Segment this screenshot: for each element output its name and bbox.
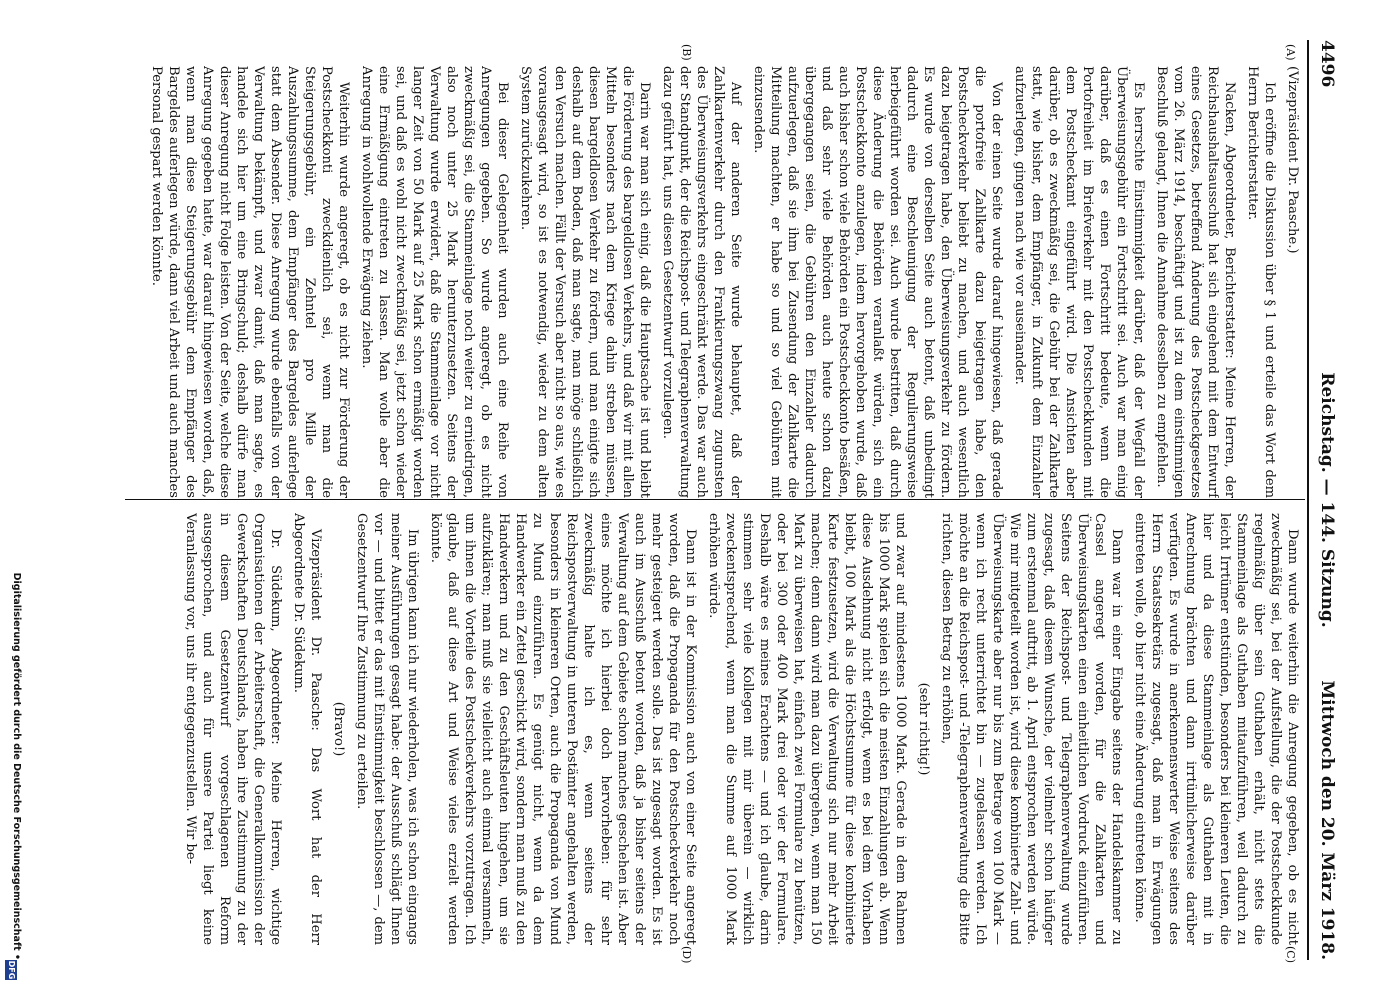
interjection: (Bravo!) bbox=[331, 701, 346, 757]
session-title: Reichstag. — 144. Sitzung. bbox=[1317, 372, 1337, 628]
paragraph: Vizepräsident Dr. Paasche: Das Wort hat der Herr Abgeordnete Dr. Südekum. bbox=[291, 513, 323, 945]
interjection: (sehr richtig!) bbox=[916, 682, 931, 776]
paragraph: Weiterhin wurde angeregt, ob es nicht zur Förderung der Postscheckkonti zweckdienlich sei, wenn man die Steigerungsgebühr, ein Zehntel pro Mille der Auszahlungssumme, dem Empfänger des Bargeldes auferlege statt dem Absender. Diese Anregung wurde ebenfalls von der Verwaltung bekämpft, und zwar damit, daß man sagte, es handele sich hier um eine Bringschuld; deshalb dürfe man dieser Anregung nicht Folge leisten. Von der Seite, welche diese Anregung gegeben hatte, war darauf hingewiesen worden, daß, wenn man diese Steigerungsgebühr dem Empfänger des Bargeldes auferlegen würde, dann viel Arbeit und auch manches Personal gespart werden könnte. bbox=[149, 66, 351, 498]
paragraph: Dann ist in der Kommission auch von einer Seite angeregt worden, daß die Propaganda für den Postscheckverkehr noch mehr gesteigert werden solle. Das ist zugesagt worden. Es ist auch im Ausschuß betont worden, daß ja bisher seitens der Verwaltung auf dem Gebiete schon manches geschehen ist. Aber eines möchte ich hierbei doch hervorheben: für sehr zweckmäßig halte ich es, wenn seitens der Reichspostverwaltung in unteren Postämter angehalten werden, besonders in kleineren Orten, auch die Propaganda von Mund zu Mund einzuführen. Es genügt nicht, wenn da dem Handwerker ein Zettel geschickt wird, sondern man muß zu den Handwerkern und zu den Geschäftsleuten hingehen, um sie aufzuklären; man muß sie vielleicht auch einmal versammeln, um ihnen die Vorteile des Postscheckverkehrs vorzutragen. Ich glaube, daß auf diese Art und Weise vieles erzielt werden könnte. bbox=[428, 513, 698, 945]
paragraph: Im übrigen kann ich nur wiederholen, was ich schon eingangs meiner Ausführungen gesagt habe: der Ausschuß schlägt Ihnen vor — und bittet er das mit Einstimmigkeit beschlossen —, dem Gesetzentwurf Ihre Zustimmung zu erteilen. bbox=[354, 513, 420, 945]
paragraph: Darin war man sich einig, daß die Hauptsache ist und bleibt die Förderung des bargeldlosen Verkehrs, und daß wir mit allen Mitteln besonders nach dem Kriege dahin streben müssen, diesen bargeldlosen Verkehr zu fördern, und man einigte sich deshalb auf dem Boden, daß man sagte, man möge schließlich den Versuch machen. Fällt der Versuch aber nicht so aus, wie es vorausgesagt wird, so ist es notwendig, wieder zu dem alten System zurückzukehren. bbox=[518, 66, 652, 498]
paragraph: Dr. Südekum, Abgeordneter: Meine Herren, wichtige Organisationen der Arbeiterschaft, die Generalkommission der Gewerkschaften Deutschlands, haben ihre Zustimmung zu der in diesem Gesetzentwurf vorgeschlagenen Reform ausgesprochen, und auch für unsere Partei liegt keine Veranlassung vor, uns ihr entgegenzustellen. Wir be- bbox=[183, 513, 283, 945]
paragraph: Es herrschte Einstimmigkeit darüber, daß der Wegfall der Überweisungsgebühr ein Fortschritt sei. Auch war man einig darüber, daß es einen Fortschritt bedeute, wenn die Portofreiheit im Briefverkehr mit den Postscheckkunden mit dem Postscheckamt eingeführt wird. Die Ansichten aber darüber, ob es zweckmäßig sei, die Gebühr bei der Zahlkarte statt, wie bisher, dem Empfänger, in Zukunft dem Einzahler aufzuerlegen, gingen nach wie vor auseinander. bbox=[1012, 66, 1146, 498]
margin-marker-a: (A) bbox=[1284, 44, 1297, 61]
header-rule bbox=[1307, 40, 1309, 960]
session-date: Mittwoch den 20. März 1918. bbox=[1317, 680, 1337, 960]
paragraph: Bei dieser Gelegenheit wurden auch eine Reihe von Anregungen gegeben. So wurde angeregt, ob es nicht zweckmäßig sei, die Stammeinlage noch weiter zu erniedrigen, also noch unter 25 Mark herunterzusetzen. Seitens der Verwaltung wurde erwidert, daß die Stammeinlage vor nicht langer Zeit von 50 Mark auf 25 Mark schon ermäßigt worden sei, und daß es wohl nicht zweckmäßig sei, jetzt schon wieder eine Ermäßigung eintreten zu lassen. Man wolle aber die Anregung in wohlwollende Erwägung ziehen. bbox=[359, 66, 510, 498]
margin-marker-c: (C) bbox=[1284, 946, 1297, 963]
paragraph: und zwar auf mindestens 1000 Mark. Gerade in dem Rahmen bis 1000 Mark spielen sich die meisten Einzahlungen ab. Wenn diese Ausdehnung nicht erfolgt, wenn es bei dem Vorhaben bleibt, 100 Mark als die Höchstsumme für diese kombinierte Karte festzusetzen, wird die Verwaltung sich nur mehr Arbeit machen; denn dann wird man dazu übergehen, wenn man 150 Mark zu überweisen hat, einfach zwei Formulare zu benützen, oder bei 300 oder 400 Mark drei oder vier der Formulare. Deshalb wäre es meines Erachtens — und ich glaube, darin stimmen sehr viele Kollegen mit mir überein — wirklich zweckentsprechend, wenn man die Summe auf 1000 Mark erhöhen würde. bbox=[706, 513, 908, 945]
margin-marker-d: (D) bbox=[680, 946, 693, 964]
margin-marker-b: (B) bbox=[680, 44, 693, 61]
running-header bbox=[1309, 40, 1337, 960]
digitization-note: Digitalisierung gefördert durch die Deutsche Forschungsgemeinschaft • bbox=[11, 572, 22, 960]
page-number: 4496 bbox=[1317, 40, 1337, 88]
speaker-note: (Vizepräsident Dr. Paasche.) bbox=[1285, 66, 1300, 254]
paragraph: Dann war in einer Eingabe seitens der Handelskammer zu Cassel angeregt worden, für die Zahlkarten und Überweisungskarten einen einheitlichen Vordruck einzuführen. Seitens der Reichspost- und Telegraphenverwaltung wurde zugesagt, daß diesem Wunsche, der vielmehr schon häufiger zum erstenmal auftritt, ab 1. April entsprochen werden würde. Wie mir mitgeteilt worden ist, wird diese kombinierte Zahl- und Überweisungskarte aber nur bis zum Betrage von 100 Mark — wenn ich recht unterrichtet bin — zugelassen werden. Ich möchte an die Reichspost- und -Telegraphenverwaltung die Bitte richten, diesen Betrag zu erhöhen, bbox=[939, 513, 1124, 945]
paragraph: Auf der anderen Seite wurde behauptet, daß der Zahlkartenverkehr durch den Frankierungszwang zugunsten des Überweisungsverkehrs eingeschränkt werde. Das war auch der Standpunkt, der die Reichspost- und Telegraphenverwaltung dazu geführt hat, uns diesen Gesetzentwurf vorzulegen. bbox=[660, 66, 743, 498]
paragraph: Von der einen Seite wurde darauf hingewiesen, daß gerade die portofreie Zahlkarte dazu beigetragen habe, den Postscheckverkehr beliebt zu machen, und auch wesentlich dazu beigetragen habe, den Überweisungsverkehr zu fördern. Es wurde von derselben Seite auch betont, daß unbedingt dadurch eine Beschleunigung der Regulierungsweise herbeigeführt worden sei. Auch wurde bestritten, daß durch diese Änderung die Behörden veranlaßt würden, sich ein Postscheckkonto anzulegen, indem hervorgehoben wurde, daß auch bisher schon viele Behörden ein Postscheckkonto besäßen, und daß sehr viele Behörden auch heute schon dazu übergegangen seien, die Gebühren den Einzahler dadurch aufzuerlegen, daß sie ihm bei Zusendung der Zahlkarte die Mitteilung machten, er habe so und so viel Gebühren mit einzusenden. bbox=[751, 66, 1004, 498]
paragraph: Dann wurde weiterhin die Anregung gegeben, ob es nicht zweckmäßig sei, bei der Aufstellung, die der Postscheckkunde regelmäßig über sein Guthaben erhält, nicht stets die Stammeinlage als Guthaben mitaufzuführen, weil dadurch zu leicht Irrtümer entstünden, besonders bei kleineren Leuten, die hier und da diese Stammeinlage als Guthaben mit in Anrechnung brächten und dann irrtümlicherweise darüber verfügten. Es wurde in anerkennenswerter Weise seitens des Herrn Staatssekretärs zugesagt, daß man in Erwägungen eintreten wolle, ob hier nicht eine Änderung eintreten könne. bbox=[1132, 513, 1300, 945]
paragraph: Ich eröffne die Diskussion über § 1 und erteile das Wort dem Herrn Berichterstatter. bbox=[1245, 66, 1277, 498]
column-divider bbox=[125, 499, 1305, 500]
right-column bbox=[113, 513, 1301, 945]
left-column bbox=[113, 66, 1301, 498]
paragraph: Nacken, Abgeordneter, Berichterstatter: Meine Herren, der Reichshaushaltsausschuß hat sich eingehend mit dem Entwurf eines Gesetzes, betreffend Änderung des Postscheckgesetzes vom 26. März 1914, beschäftigt und ist zu dem einstimmigen Beschluß gelangt, Ihnen die Annahme desselben zu empfehlen. bbox=[1154, 66, 1237, 498]
dfg-logo: DFG bbox=[7, 960, 16, 980]
